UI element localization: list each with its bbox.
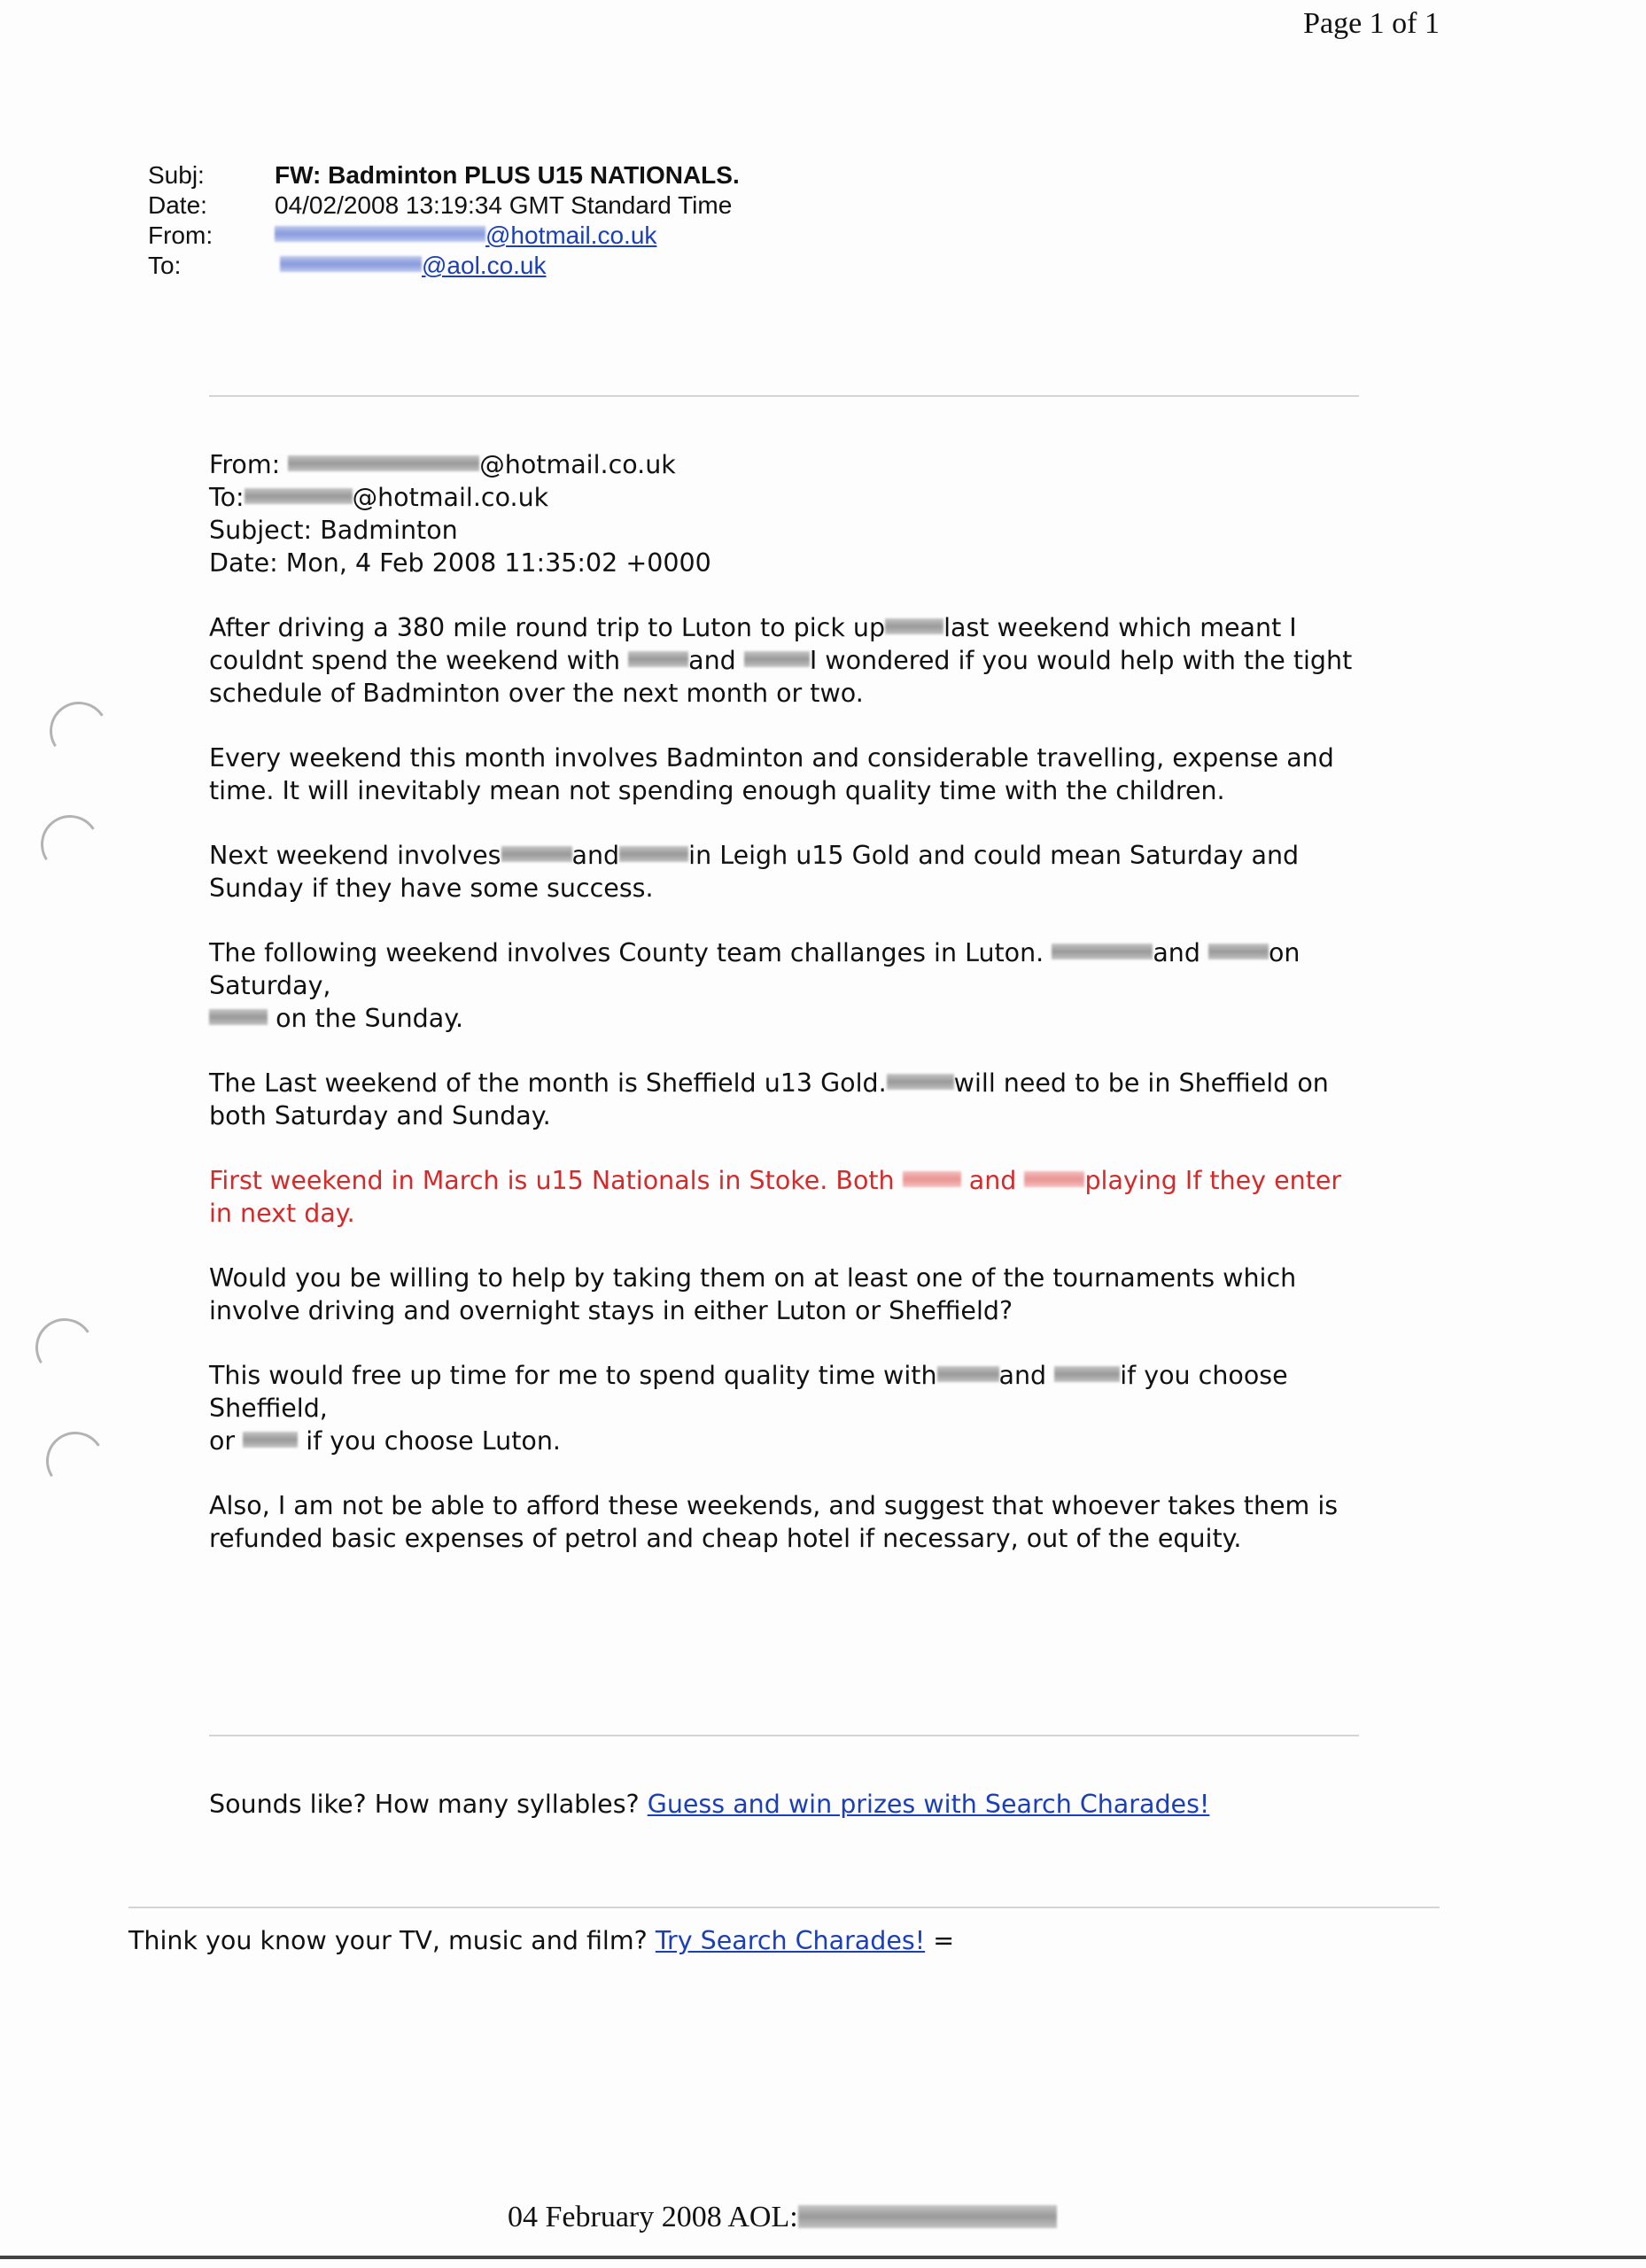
redaction xyxy=(1208,944,1269,959)
redaction xyxy=(1024,1171,1084,1187)
redaction xyxy=(288,455,479,471)
page-number: Page 1 of 1 xyxy=(1303,7,1440,40)
paragraph-6-nationals: First weekend in March is u15 Nationals in Stoke. Both and playing If they enter in next day. xyxy=(209,1166,1342,1228)
fwd-to: To: @hotmail.co.uk xyxy=(209,483,549,512)
from-domain: @hotmail.co.uk xyxy=(485,221,657,249)
date-value: 04/02/2008 13:19:34 GMT Standard Time xyxy=(275,191,733,219)
email-body xyxy=(209,611,1361,1587)
scan-edge xyxy=(0,2256,1646,2259)
fwd-from: From: @hotmail.co.uk xyxy=(209,450,676,479)
from-label: From: xyxy=(148,221,214,249)
binder-hole-mark xyxy=(41,1426,110,1495)
redaction xyxy=(1052,944,1153,959)
forwarded-header xyxy=(209,448,1361,579)
redaction xyxy=(903,1171,961,1187)
binder-hole-mark xyxy=(35,810,105,879)
redaction xyxy=(275,226,485,241)
redaction xyxy=(243,1432,298,1448)
redaction xyxy=(1054,1366,1120,1382)
paragraph-5: The Last weekend of the month is Sheffield u13 Gold. will need to be in Sheffield on both Saturday and Sunday. xyxy=(209,1068,1329,1130)
search-charades-link-1[interactable]: Guess and win prizes with Search Charades! xyxy=(647,1790,1210,1819)
redaction xyxy=(887,1074,954,1090)
footer-promo-1: Sounds like? How many syllables? Guess and win prizes with Search Charades! xyxy=(209,1790,1210,1819)
divider-middle xyxy=(209,1735,1359,1736)
paragraph-7: Would you be willing to help by taking them on at least one of the tournaments which involve driving and overnight stays in either Luton or Sheffield? xyxy=(209,1263,1297,1325)
paragraph-8: This would free up time for me to spend quality time with and if you choose Sheffield, or if you choose Luton. xyxy=(209,1361,1288,1456)
email-header xyxy=(148,160,740,281)
fwd-date: Date: Mon, 4 Feb 2008 11:35:02 +0000 xyxy=(209,548,711,578)
date-label: Date: xyxy=(148,191,207,219)
to-label: To: xyxy=(148,252,182,279)
redaction xyxy=(209,1009,268,1025)
paragraph-1: After driving a 380 mile round trip to Luton to pick up last weekend which meant I couldnt spend the weekend with and I wondered if you would help with the tight schedule of Badminton over the next month or two. xyxy=(209,613,1353,708)
redaction xyxy=(280,256,422,271)
divider-bottom xyxy=(128,1907,1440,1908)
redaction xyxy=(798,2205,1057,2228)
redaction xyxy=(628,651,688,667)
redaction xyxy=(885,618,943,634)
fwd-subject: Subject: Badminton xyxy=(209,516,458,545)
redaction xyxy=(501,846,572,862)
paragraph-4: The following weekend involves County team challanges in Luton. and on Saturday, on the Sunday. xyxy=(209,938,1300,1033)
search-charades-link-2[interactable]: Try Search Charades! xyxy=(655,1926,926,1955)
print-stamp: 04 February 2008 AOL: xyxy=(508,2201,1057,2234)
from-address-link[interactable] xyxy=(275,221,656,251)
to-address-link[interactable] xyxy=(275,251,547,281)
subj-label: Subj: xyxy=(148,161,205,189)
paragraph-2: Every weekend this month involves Badminton and considerable travelling, expense and time. It will inevitably mean not spending enough quality time with the children. xyxy=(209,743,1334,805)
binder-hole-mark xyxy=(44,696,113,765)
subject-value: FW: Badminton PLUS U15 NATIONALS. xyxy=(275,161,740,189)
redaction xyxy=(744,651,810,667)
binder-hole-mark xyxy=(30,1313,99,1382)
redaction xyxy=(245,488,353,504)
redaction xyxy=(937,1366,999,1382)
to-domain: @aol.co.uk xyxy=(422,252,547,279)
footer-promo-2: Think you know your TV, music and film? Try Search Charades! = xyxy=(128,1926,955,1955)
paragraph-3: Next weekend involves and in Leigh u15 Gold and could mean Saturday and Sunday if they have some success. xyxy=(209,841,1300,903)
redaction xyxy=(619,846,688,862)
divider-top xyxy=(209,395,1359,397)
paragraph-9: Also, I am not be able to afford these weekends, and suggest that whoever takes them is refunded basic expenses of petrol and cheap hotel if necessary, out of the equity. xyxy=(209,1491,1339,1553)
